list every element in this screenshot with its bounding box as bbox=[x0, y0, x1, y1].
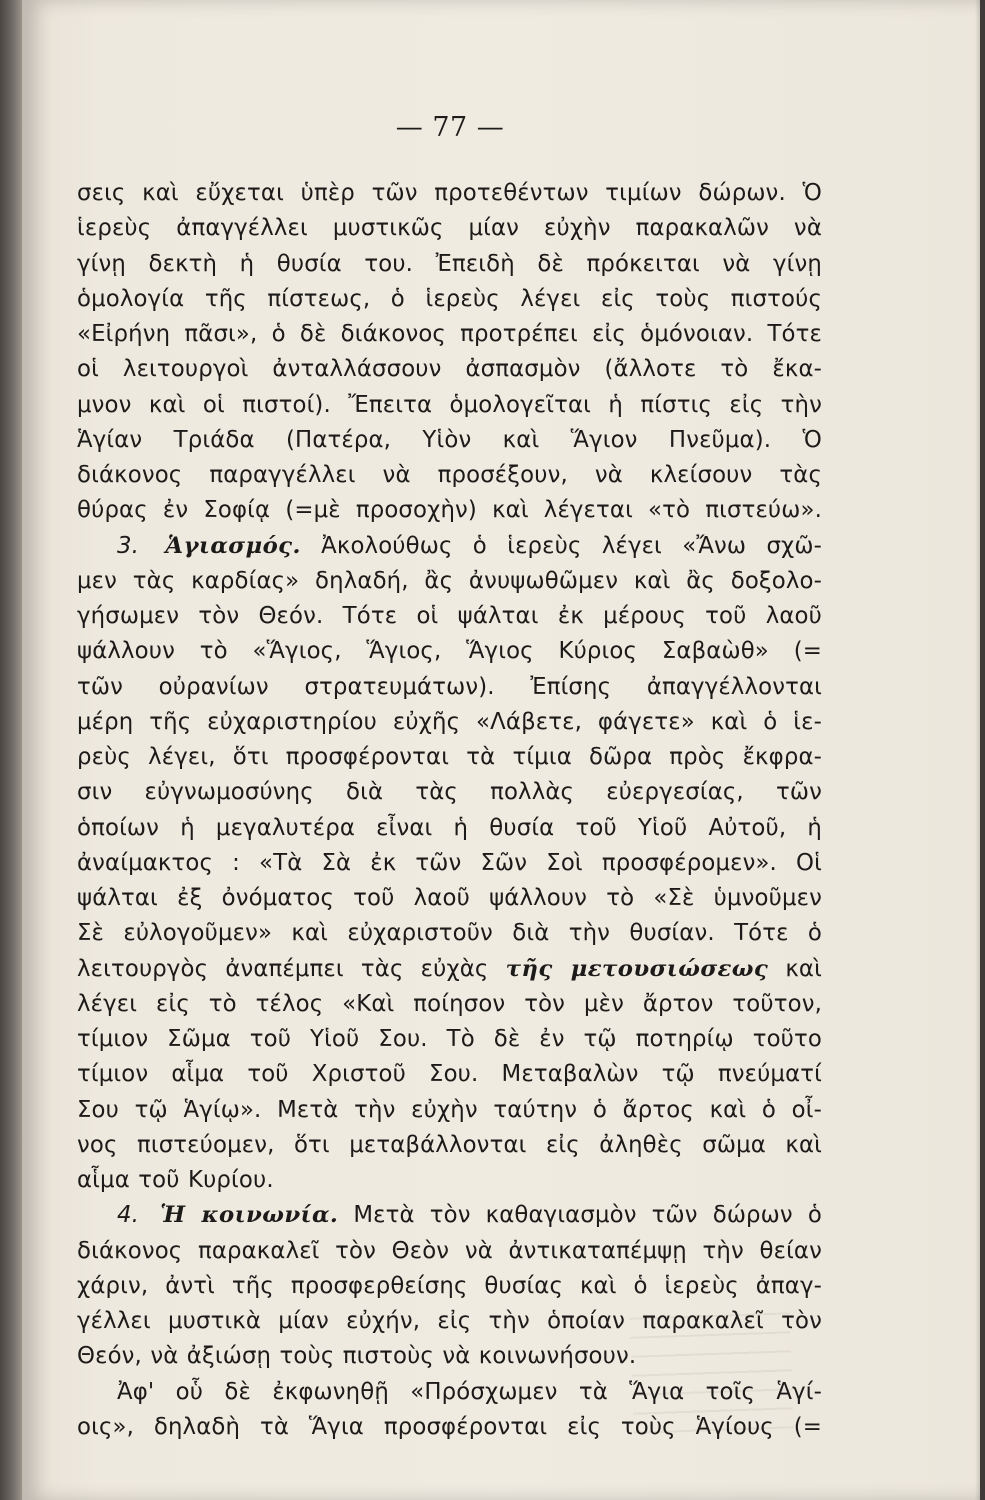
liturgist-line bbox=[77, 952, 822, 987]
liturgist-lead: λειτουργὸς ἀναπέμπει τὰς εὐχὰς bbox=[77, 955, 489, 982]
text-line-21: Σὲ εὐλογοῦμεν» καὶ εὐχαριστοῦν διὰ τὴν θυσίαν. Τότε ὁ bbox=[77, 920, 822, 947]
text-line-24: τίμιον αἷμα τοῦ Χριστοῦ Σου. Μεταβαλὼν τῷ πνεύματί bbox=[77, 1061, 822, 1088]
text-line-20: ψάλται ἐξ ὀνόματος τοῦ λαοῦ ψάλλουν τὸ «Σὲ ὑμνοῦμεν bbox=[77, 885, 822, 911]
page-edge-shadow bbox=[975, 0, 980, 1500]
text-line-31: Θεόν, νὰ ἀξιώσῃ τοὺς πιστοὺς νὰ κοινωνήσουν. bbox=[77, 1343, 637, 1370]
text-line-17: σιν εὐγνωμοσύνης διὰ τὰς πολλὰς εὐεργεσίας, τῶν bbox=[77, 779, 822, 806]
text-line-15: μέρη τῆς εὐχαριστηρίου εὐχῆς «Λάβετε, φάγετε» καὶ ὁ ἱε- bbox=[77, 708, 822, 735]
text-line-9: διάκονος παραγγέλλει νὰ προσέξουν, νὰ κλείσουν τὰς bbox=[77, 462, 822, 488]
body-text bbox=[77, 176, 822, 1445]
text-line-5: «Εἰρήνη πᾶσι», ὁ δὲ διάκονος προτρέπει εἰς ὁμόνοιαν. Τότε bbox=[77, 321, 822, 347]
page-number: — 77 — bbox=[395, 112, 505, 143]
section-4-lead: Μετὰ τὸν καθαγιασμὸν τῶν δώρων ὁ bbox=[353, 1202, 822, 1229]
text-line-8: Ἁγίαν Τριάδα (Πατέρα, Υἱὸν καὶ Ἅγιον Πνεῦμα). Ὁ bbox=[77, 426, 822, 453]
section-3-heading-line bbox=[77, 529, 822, 564]
section-3-number: 3. bbox=[117, 532, 140, 559]
transubstantiation-phrase: τῆς μετουσιώσεως bbox=[505, 955, 769, 982]
text-line-18: ὁποίων ἡ μεγαλυτέρα εἶναι ἡ θυσία τοῦ Υἱοῦ Αὐτοῦ, ἡ bbox=[77, 814, 822, 841]
text-line-32: Ἀφ' οὗ δὲ ἐκφωνηθῇ «Πρόσχωμεν τὰ Ἅγια τοῖς Ἁγί- bbox=[117, 1378, 822, 1405]
text-line-2: ἱερεὺς ἀπαγγέλλει μυστικῶς μίαν εὐχὴν παρακαλῶν νὰ bbox=[77, 215, 822, 242]
text-line-29: χάριν, ἀντὶ τῆς προσφερθείσης θυσίας καὶ ὁ ἱερεὺς ἀπαγ- bbox=[77, 1272, 822, 1299]
liturgist-tail: καὶ bbox=[785, 955, 822, 982]
section-4-number: 4. bbox=[117, 1202, 140, 1229]
text-line-30: γέλλει μυστικὰ μίαν εὐχήν, εἰς τὴν ὁποίαν παρακαλεῖ τὸν bbox=[77, 1308, 822, 1334]
text-line-11: μεν τὰς καρδίας» δηλαδή, ἂς ἀνυψωθῶμεν καὶ ἂς δοξολο- bbox=[77, 567, 822, 594]
text-line-1: σεις καὶ εὔχεται ὑπὲρ τῶν προτεθέντων τιμίων δώρων. Ὁ bbox=[77, 180, 822, 206]
text-line-12: γήσωμεν τὸν Θεόν. Τότε οἱ ψάλται ἐκ μέρους τοῦ λαοῦ bbox=[77, 603, 822, 629]
text-line-13: ψάλλουν τὸ «Ἅγιος, Ἅγιος, Ἅγιος Κύριος Σαβαὼθ» (= bbox=[77, 638, 822, 665]
section-3-lead: Ἀκολούθως ὁ ἱερεὺς λέγει «Ἄνω σχῶ- bbox=[321, 532, 822, 559]
text-line-16: ρεὺς λέγει, ὅτι προσφέρονται τὰ τίμια δῶρα πρὸς ἔκφρα- bbox=[77, 744, 822, 770]
text-line-14: τῶν οὐρανίων στρατευμάτων). Ἐπίσης ἀπαγγέλλονται bbox=[77, 673, 822, 700]
text-line-27: αἷμα τοῦ Κυρίου. bbox=[77, 1167, 274, 1193]
text-line-4: ὁμολογία τῆς πίστεως, ὁ ἱερεὺς λέγει εἰς τοὺς πιστούς bbox=[77, 285, 822, 312]
text-line-23: τίμιον Σῶμα τοῦ Υἱοῦ Σου. Τὸ δὲ ἐν τῷ ποτηρίῳ τοῦτο bbox=[77, 1026, 822, 1052]
text-line-28: διάκονος παρακαλεῖ τὸν Θεὸν νὰ ἀντικαταπέμψῃ τὴν θείαν bbox=[77, 1237, 822, 1264]
section-3-title: Ἁγιασμός. bbox=[165, 532, 301, 559]
section-4-heading-line bbox=[77, 1198, 822, 1233]
book-spine-shadow bbox=[0, 0, 22, 1500]
text-line-7: μνον καὶ οἱ πιστοί). Ἔπειτα ὁμολογεῖται ἡ πίστις εἰς τὴν bbox=[77, 391, 822, 418]
text-line-26: νος πιστεύομεν, ὅτι μεταβάλλονται εἰς ἀληθὲς σῶμα καὶ bbox=[77, 1131, 822, 1158]
text-line-33: οις», δηλαδὴ τὰ Ἅγια προσφέρονται εἰς τοὺς Ἁγίους (= bbox=[77, 1413, 822, 1440]
text-line-22: λέγει εἰς τὸ τέλος «Καὶ ποίησον τὸν μὲν ἄρτον τοῦτον, bbox=[77, 990, 822, 1017]
section-4-title: Ἡ κοινωνία. bbox=[160, 1202, 339, 1229]
text-line-19: ἀναίμακτος : «Τὰ Σὰ ἐκ τῶν Σῶν Σοὶ προσφέρομεν». Οἱ bbox=[77, 849, 822, 876]
text-line-25: Σου τῷ Ἁγίῳ». Μετὰ τὴν εὐχὴν ταύτην ὁ ἄρτος καὶ ὁ οἶ- bbox=[77, 1096, 822, 1123]
text-line-6: οἱ λειτουργοὶ ἀνταλλάσσουν ἀσπασμὸν (ἄλλοτε τὸ ἔκα- bbox=[77, 356, 822, 383]
text-line-10: θύρας ἐν Σοφίᾳ (=μὲ προσοχὴν) καὶ λέγεται «τὸ πιστεύω». bbox=[77, 497, 822, 524]
text-line-3: γίνῃ δεκτὴ ἡ θυσία του. Ἐπειδὴ δὲ πρόκειται νὰ γίνῃ bbox=[77, 250, 822, 277]
